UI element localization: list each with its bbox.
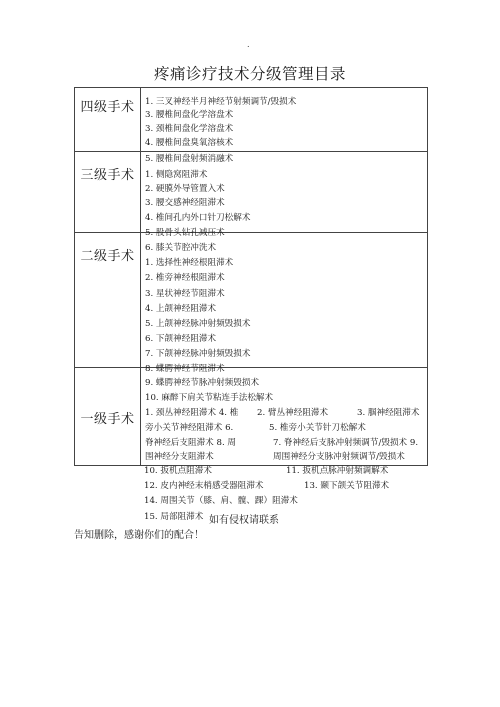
level-four-label: 四级手术 [80, 100, 135, 115]
level-three-item: 5. 腰椎间盘射频消融术 [145, 154, 234, 164]
level-two-item: 8. 蝶腭神经节阻滞术 [145, 364, 225, 374]
level-three-item: 5. 股骨头钻孔减压术 [145, 228, 225, 238]
level-four-item: 4. 腰椎间盘臭氧溶核术 [145, 138, 234, 148]
level-three-item: 4. 椎间孔内外口针刀松解术 [145, 213, 251, 223]
level-three-label: 三级手术 [80, 168, 135, 183]
level-one-item: 14. 周围关节（膝、肩、髋、踝）阻滞术 [144, 496, 298, 506]
page-title: 疼痛诊疗技术分级管理目录 [153, 65, 346, 83]
level-two-item: 5. 上颌神经脉冲射频毁损术 [145, 319, 251, 329]
level-one-item: 周围神经分支脉冲射频调节/毁损术 [273, 452, 405, 462]
level-four-item: 1. 三叉神经半月神经节射频调节/毁损术 [145, 97, 297, 107]
level-two-label: 二级手术 [80, 249, 135, 264]
level-two-item: 6. 下颌神经阻滞术 [145, 334, 217, 344]
level-two-item: 1. 选择性神经根阻滞术 [145, 258, 234, 268]
row-divider [75, 367, 427, 368]
level-four-item: 3. 颈椎间盘化学溶盘术 [145, 124, 234, 134]
level-two-item: 9. 蝶腭神经节脉冲射频毁损术 [145, 378, 260, 388]
level-one-item: 10. 扳机点阻滞术 [144, 466, 212, 476]
level-one-item: 11. 扳机点脉冲射频调解术 [286, 466, 389, 476]
footer-thanks-note: 告知删除，感谢你们的配合！ [74, 530, 204, 541]
level-four-item: 3. 腰椎间盘化学溶盘术 [145, 110, 234, 120]
header-mark: . [247, 40, 250, 49]
row-divider [75, 232, 427, 233]
level-one-item: 12. 皮内神经末梢感受器阻滞术 [144, 481, 264, 491]
level-one-item: 围神经分支阻滞术 [145, 452, 214, 462]
level-two-item: 10. 麻醉下肩关节粘连手法松解术 [145, 393, 274, 403]
level-one-label: 一级手术 [80, 412, 135, 427]
level-one-item: 7. 脊神经后支脉冲射频调节/毁损术 9. [273, 438, 419, 448]
level-one-item: 15. 局部阻滞术 [144, 512, 204, 522]
level-two-item: 7. 下颌神经脉冲射频毁损术 [145, 349, 251, 359]
level-one-item: 13. 颞下颌关节阻滞术 [304, 481, 390, 491]
catalog-table [74, 87, 428, 466]
level-two-item: 6. 膝关节腔冲洗术 [145, 243, 217, 253]
level-two-item: 2. 椎旁神经根阻滞术 [145, 273, 225, 283]
level-one-item: 旁小关节神经阻滞术 6. [145, 423, 234, 433]
level-one-item: 1. 颈丛神经阻滞术 4. 椎 [145, 408, 239, 418]
level-one-item: 5. 椎旁小关节针刀松解术 [269, 423, 366, 433]
level-one-item: 脊神经后支阻滞术 8. 周 [145, 438, 237, 448]
level-two-item: 3. 星状神经节阻滞术 [145, 289, 225, 299]
level-three-item: 3. 腰交感神经阻滞术 [145, 198, 225, 208]
column-divider [140, 88, 141, 466]
level-two-item: 4. 上颌神经阻滞术 [145, 304, 217, 314]
footer-contact-note: 如有侵权请联系 [209, 515, 279, 526]
row-divider [75, 151, 427, 152]
level-three-item: 2. 硬膜外导管置入术 [145, 184, 225, 194]
level-one-item: 3. 腘神经阻滞术 [357, 408, 420, 418]
level-three-item: 1. 侧隐窝阻滞术 [145, 170, 208, 180]
level-one-item: 2. 臂丛神经阻滞术 [257, 408, 329, 418]
